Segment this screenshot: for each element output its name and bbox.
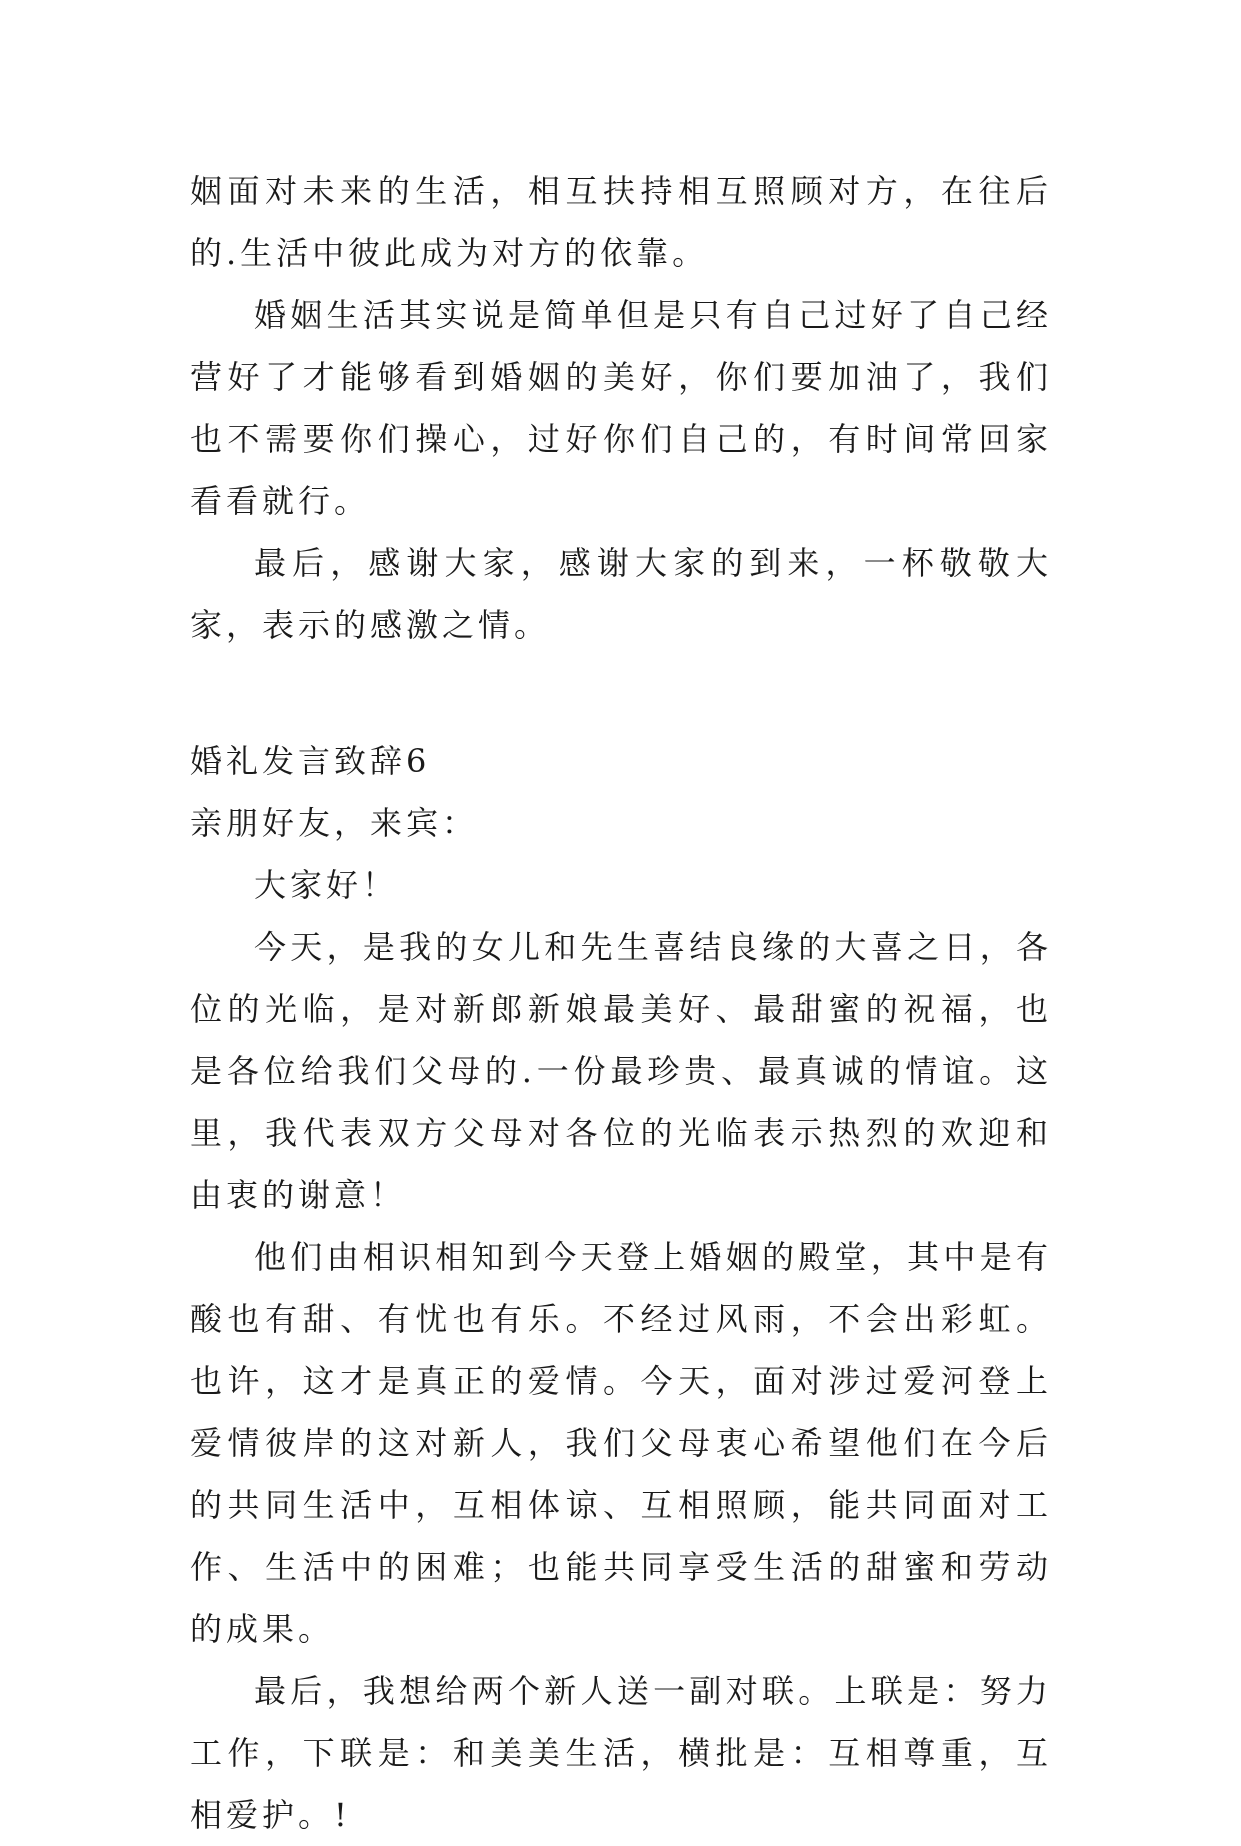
- section-title: 婚礼发言致辞6: [190, 742, 431, 780]
- salutation: 亲朋好友，来宾：: [190, 804, 479, 842]
- greeting: 大家好！: [254, 866, 399, 904]
- paragraph: 最后，我想给两个新人送一副对联。上联是：努力工作，下联是：和美美生活，横批是：互相尊重，互相爱护。!: [190, 1672, 1052, 1834]
- document-body: [190, 160, 1052, 1846]
- paragraph: 他们由相识相知到今天登上婚姻的殿堂，其中是有酸也有甜、有忧也有乐。不经过风雨，不会出彩虹。也许，这才是真正的爱情。今天，面对涉过爱河登上爱情彼岸的这对新人，我们父母衷心希望他们在今后的共同生活中，互相体谅、互相照顾，能共同面对工作、生活中的困难；也能共同享受生活的甜蜜和劳动的成果。: [190, 1238, 1052, 1648]
- paragraph: 最后，感谢大家，感谢大家的到来，一杯敬敬大家，表示的感激之情。: [190, 544, 1052, 644]
- paragraph: 婚姻生活其实说是简单但是只有自己过好了自己经营好了才能够看到婚姻的美好，你们要加油了，我们也不需要你们操心，过好你们自己的，有时间常回家看看就行。: [190, 296, 1052, 520]
- paragraph: 今天，是我的女儿和先生喜结良缘的大喜之日，各位的光临，是对新郎新娘最美好、最甜蜜的祝福，也是各位给我们父母的.一份最珍贵、最真诚的情谊。这里，我代表双方父母对各位的光临表示热烈的欢迎和由衷的谢意！: [190, 928, 1052, 1214]
- section-spacer: [190, 656, 1052, 730]
- paragraph-continued: 姻面对未来的生活，相互扶持相互照顾对方，在往后的.生活中彼此成为对方的依靠。: [190, 172, 1052, 272]
